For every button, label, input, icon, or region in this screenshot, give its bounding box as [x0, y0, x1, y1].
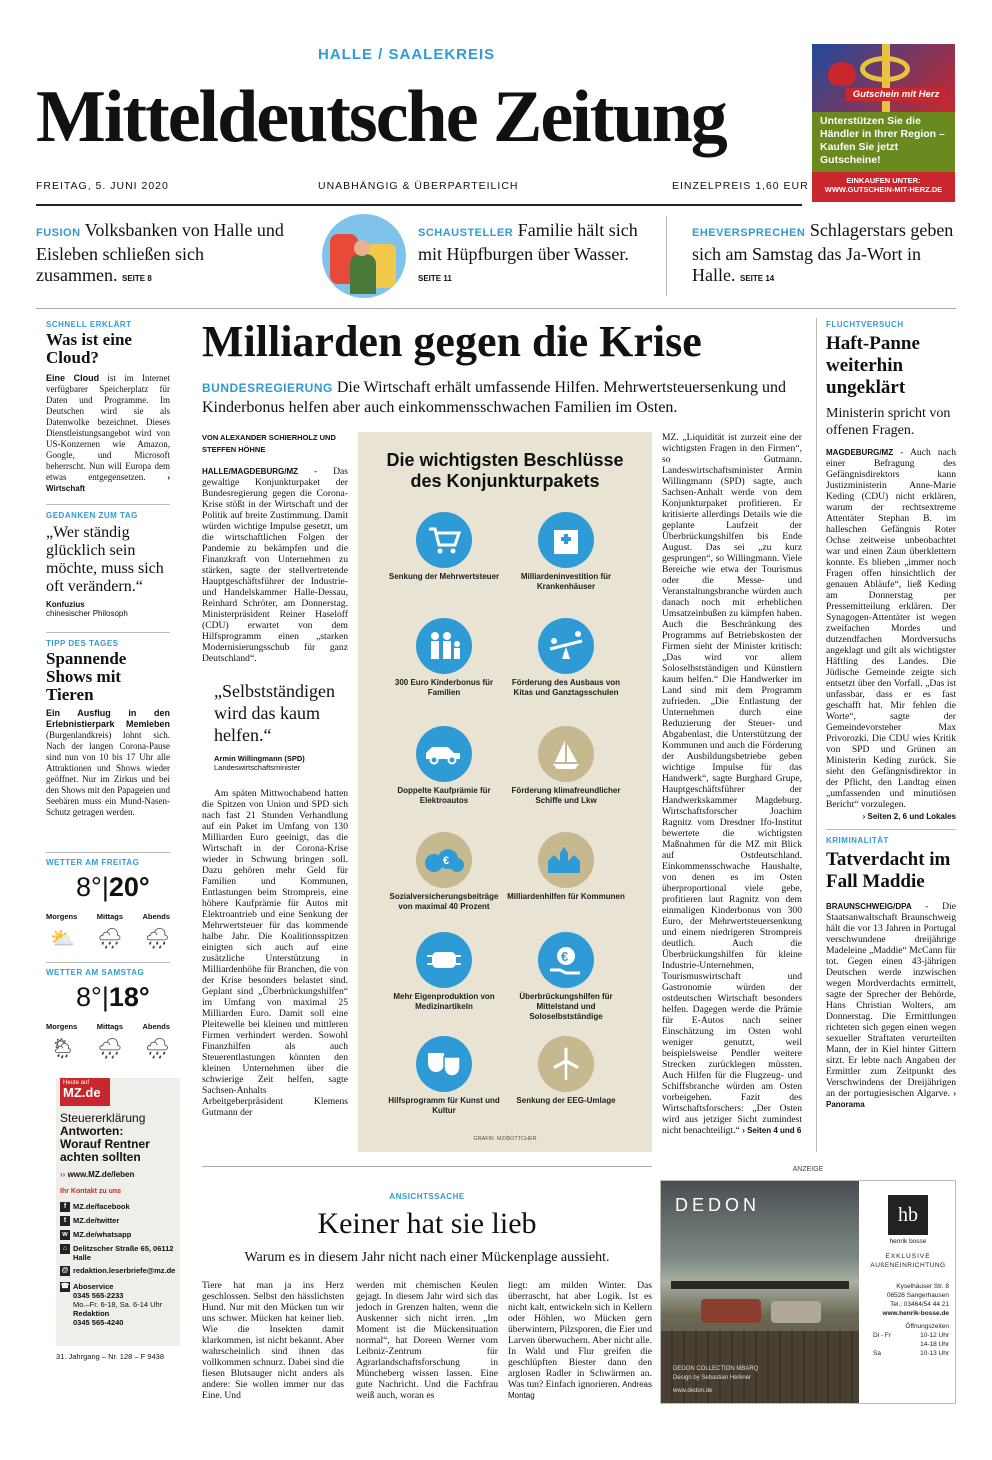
- teaser-photo: [322, 214, 406, 298]
- twitter-link[interactable]: t MZ.de/twitter: [60, 1216, 178, 1226]
- info-item: Hilfsprogramm für Kunst und Kultur: [384, 1036, 504, 1116]
- weather-fri-temps: 8°|20°: [76, 872, 150, 902]
- hours-time: 10-12 Uhr: [920, 1332, 949, 1339]
- family-icon: [416, 618, 472, 674]
- contact-title-2: Antworten:: [60, 1124, 124, 1138]
- phone-icon: ☎: [60, 1283, 70, 1290]
- story1-ref[interactable]: › Seiten 2, 6 und Lokales: [862, 812, 956, 821]
- money-bags-icon: [416, 832, 472, 888]
- story1-title: Haft-Panne weiterhin ungeklärt: [826, 333, 920, 398]
- ad-caption-1: DEDON COLLECTION MBARQ: [673, 1366, 759, 1372]
- teaser-page: SEITE 11: [418, 274, 452, 283]
- main-ref[interactable]: › Seiten 4 und 6: [742, 1126, 802, 1135]
- info-item: Doppelte Kaufprämie für Elektroautos: [384, 726, 504, 806]
- partner-name: henrik bosse: [889, 1238, 927, 1245]
- whatsapp-icon: w: [60, 1230, 70, 1240]
- tip-title: Spannende Shows mit Tieren: [46, 649, 127, 704]
- info-item: Milliardeninvestition für Krankenhäuser: [506, 512, 626, 592]
- abo-hours: Mo.–Fr. 6-18, Sa. 6-14 Uhr: [73, 1300, 163, 1309]
- rain-cloud-icon: 🌧: [97, 1038, 123, 1060]
- facebook-link[interactable]: f MZ.de/facebook: [60, 1202, 178, 1212]
- twitter-icon: t: [60, 1216, 70, 1226]
- rain-cloud-icon: 🌧: [97, 928, 123, 950]
- story2-dateline: BRAUNSCHWEIG/DPA: [826, 902, 912, 911]
- hours-time: 14-18 Uhr: [920, 1341, 949, 1348]
- motto: UNABHÄNGIG & ÜBERPARTEILICH: [318, 180, 519, 192]
- quote-kicker: GEDANKEN ZUM TAG: [46, 511, 138, 520]
- explainer-body: ist im Internet verfügbarer Speicherplatz für Daten und Programme. Im Deutschen wird sie als Datenwolke bezeichnet. Dieses Dienstleistungsangebot wird von US-Konzernen wie Amazon, Google, und Microsoft beherrscht. Nun will Europa dem etwas entgegensetzen.: [46, 373, 170, 482]
- info-item: € Überbrückungshilfen für Mittelstand und Soloselbstständige: [506, 932, 626, 1022]
- contact-title-1: Steuererklärung: [60, 1111, 146, 1125]
- tip-kicker: TIPP DES TAGES: [46, 639, 119, 648]
- sun-cloud-icon: ⛅: [50, 928, 75, 950]
- mz-badge[interactable]: Heute auf MZ.de: [60, 1078, 110, 1106]
- quote-author: Konfuzius: [46, 600, 85, 609]
- weather-sat-high: 18°: [108, 982, 150, 1012]
- town-icon: [538, 832, 594, 888]
- electric-car-icon: [416, 726, 472, 782]
- contact-title-3: Worauf Rentner achten sollten: [60, 1137, 150, 1164]
- seesaw-icon: [538, 618, 594, 674]
- wind-turbine-icon: [538, 1036, 594, 1092]
- main-headline: Milliarden gegen die Krise: [202, 317, 702, 366]
- explainer-ref[interactable]: › Wirtschaft: [46, 473, 171, 493]
- dedon-ad[interactable]: [660, 1180, 956, 1404]
- single-price: EINZELPREIS 1,60 EUR: [672, 180, 809, 192]
- location-icon: ⌂: [60, 1244, 70, 1254]
- pullquote: „Selbstständigen wird das kaum helfen.“: [214, 681, 335, 745]
- weather-label: Abends: [142, 912, 170, 921]
- pullquote-author: Armin Willingmann (SPD): [214, 754, 305, 763]
- red-phone: 0345 565-4240: [73, 1318, 124, 1327]
- ad-caption-2: Design by Sebastian Herkner: [673, 1375, 752, 1381]
- byline: VON ALEXANDER SCHIERHOLZ UND STEFFEN HÖHNE: [202, 433, 336, 454]
- henrik-bosse-logo: hb: [888, 1195, 928, 1235]
- hours-time: 10-13 Uhr: [920, 1350, 949, 1357]
- daily-quote: „Wer ständig glücklich sein möchte, muss sich oft verändern.“: [46, 524, 164, 595]
- newspaper-title: Mitteldeutsche Zeitung: [36, 76, 726, 158]
- ad-address-1: Kyselhäuser Str. 8: [896, 1283, 949, 1290]
- weather-fri-low: 8°: [76, 872, 102, 902]
- bottom-kicker: ANSICHTSSACHE: [389, 1192, 465, 1201]
- explainer-kicker: SCHNELL ERKLÄRT: [46, 320, 132, 329]
- explainer-title: Was ist eine Cloud?: [46, 330, 132, 367]
- bottom-title: Keiner hat sie lieb: [317, 1207, 537, 1240]
- main-subhead: [202, 378, 802, 418]
- whatsapp-link[interactable]: w MZ.de/whatsapp: [60, 1230, 178, 1240]
- bottom-sub: Warum es in diesem Jahr nicht nach einer Mückenplage aussieht.: [244, 1250, 610, 1265]
- tip-body: (Burgenlandkreis) lohnt sich. Nach der langen Corona-Pause sind nun von 10 bis 17 Uhr alle Attraktionen und Shows wieder geöffnet. Nur im Zirkus und bei den Shows mit den Papageien und Seebären muss ein Mund-Nasen-Schutz getragen werden.: [46, 730, 170, 817]
- contact-link[interactable]: ›› www.MZ.de/leben: [60, 1170, 135, 1179]
- infographic-credit: GRAFIK: MZ/BÖTTCHER: [473, 1136, 537, 1142]
- right-column: [826, 320, 956, 1110]
- story1-body: - Auch nach einer Befragung des Gefängnisdirektors kann Justizministerin Anne-Marie Keding (CDU) nicht erklären, warum der rechtsextreme Attentäter Stephan B. im halleschen Gefängnis Roter Ochse zeitweise unbeobachtet war und einen Zaun überklettern konnte. Es blieben „immer noch Fragen offen hinsichtlich der genauen Abläufe“, ließ Keding am Donnerstag per Pressemitteilung erklären. Der Synagogen-Attentäter ist wegen zweifachen Mordes und dutzendfachen Mordversuchs angeklagt und gilt als wichtigster Häftling des Landes. Die Jüdische Gemeinde zeigte sich entsetzt über den Vorfall. „Das ist unfassbar, dass er es fast geschafft hat. Mir fehlen die Worte“, sagte der Gemeindevorsteher Max Privorozki. Die CDU wies Kritik von SPD und Grünen an Ministerin Keding zurück. Sie sieht den Gefängnisdirektor in der Pflicht, den Landtag einen „umfassenden und minutiösen Bericht“ vorzulegen.: [826, 447, 956, 810]
- weather-fri-kicker: WETTER AM FREITAG: [46, 858, 140, 867]
- voucher-promo[interactable]: [812, 44, 955, 202]
- left-column: [46, 320, 170, 818]
- bottom-col3: [508, 1280, 652, 1401]
- teaser-page: SEITE 14: [739, 274, 775, 283]
- svg-text:€: €: [443, 855, 450, 867]
- bottom-col1: Tiere hat man ja ins Herz geschlossen. Selbst den hässlichsten Hund. Nur mit den Mücken tun wir uns schwer. Mücken hat keiner lieb. Wie die Insekten damit klarkommen, ist nicht bekannt. Aber wahrscheinlich sind ihnen das vollkommen schnurz. Dabei sind die fiesen Blutsauger nicht anders als andere: Sie wollen immer nur das Eine. Und: [202, 1280, 344, 1401]
- infographic: [358, 432, 652, 1152]
- bottom-col2: werden mit chemischen Keulen gejagt. In diesem Jahr wird sich das jedoch in Grenzen halten, wenn die Auskenner sich nicht irren. „Im Moment ist die Mückensituation normal“, hat Doreen Werner vom Leibniz-Zentrum für Agrarlandschaftsforschung in Müncheberg wissen lassen. Eine gute Nachricht. Und die Fachfrau weiß auch, woran es: [356, 1280, 498, 1401]
- ad-label: ANZEIGE: [660, 1166, 956, 1173]
- svg-text:€: €: [561, 949, 569, 964]
- main-col1: [202, 432, 348, 1118]
- story1-kicker: FLUCHTVERSUCH: [826, 320, 904, 329]
- teaser-kicker: EHEVERSPRECHEN: [692, 227, 806, 239]
- teaser-kicker: FUSION: [36, 227, 81, 239]
- mail-icon: @: [61, 1267, 69, 1274]
- teaser-schausteller[interactable]: [418, 220, 640, 289]
- info-item: Förderung klimafreundlicher Schiffe und Lkw: [506, 726, 626, 806]
- story2-title: Tatverdacht im Fall Maddie: [826, 849, 951, 892]
- mask-icon: [416, 932, 472, 988]
- main-text-1: - Das gewaltige Konjunkturpaket der Bundesregierung gegen die Corona-Krise stößt in der Wirtschaft und der Politik auf breite Zustimmung. Damit würden wichtige Impulse gesetzt, um die wirtschaftlichen Folgen der Pandemie zu bekämpfen und die Finanzkraft von Unternehmen zu stärken, sagte der stellvertretende Hauptgeschäftsführer der Industrie- und Handelskammer Halle-Dessau, Reinhard Schröter, am Donnerstag. Ministerpräsident Reiner Haseloff (CDU) erwartet von dem Hilfsprogramm einen „starken Modernisierungsschub für ganz Deutschland“.: [202, 466, 348, 664]
- teaser-text: Familie hält sich mit Hüpfburgen über Wasser.: [418, 220, 638, 264]
- bottom-text-3: liegt: am milden Winter. Das überrascht, hat aber Logik. Ist es nicht kalt, entwickeln sich in Kellern oder Höhlen, wo Mücken gern überwintern, Pilzsporen, die Eier und Larven überwuchern. Aber nicht alle. In Wald und Flur greifen die geschlüpften Biester dann den arglosen Radler in Schwärmen an. Was tun? Einfach ignorieren.: [508, 1280, 652, 1390]
- weather-label: Mittags: [96, 1022, 123, 1031]
- teaser-kicker: SCHAUSTELLER: [418, 227, 514, 239]
- promo-ribbon: Gutschein mit Herz: [846, 88, 946, 101]
- ad-brand: DEDON: [675, 1195, 761, 1215]
- ad-address-2: 06526 Sangerhausen: [886, 1292, 949, 1299]
- story1-dateline: MAGDEBURG/MZ: [826, 448, 894, 457]
- teaser-text: Volksbanken von Halle und Eisleben schließen sich zusammen.: [36, 220, 284, 285]
- red-label: Redaktion: [73, 1309, 110, 1318]
- promo-url[interactable]: WWW.GUTSCHEIN-MIT-HERZ.DE: [824, 185, 943, 194]
- weather-label: Morgens: [46, 912, 78, 921]
- cart-icon: [416, 512, 472, 568]
- info-item: Senkung der Mehrwertsteuer: [384, 512, 504, 582]
- ad-exclusive-2: AUßENEINRICHTUNG: [870, 1262, 946, 1269]
- story1-sub: Ministerin spricht von offenen Fragen.: [826, 406, 951, 438]
- ad-hours-head: Öffnungszeiten: [905, 1323, 949, 1330]
- rain-cloud-icon: 🌧: [144, 928, 170, 950]
- tip-lead: Ein Ausflug in den Erlebnistierpark Memleben: [46, 708, 170, 729]
- hospital-icon: [538, 512, 594, 568]
- info-item: 300 Euro Kinderbonus für Familien: [384, 618, 504, 698]
- weather-label: Mittags: [96, 912, 123, 921]
- main-text-3: MZ. „Liquidität ist zurzeit eine der wichtigsten Fragen in den Firmen“, so Gutmann. Landeswirtschaftsminister Armin Willingmann (SPD) sagte, auch Sachsen-Anhalt werde von dem Konjunkturpaket profitieren. Er kritisierte allerdings Details wie die geplante Laufzeit der Überbrückungshilfen bis Ende August. Das sei „zu kurz gesprungen“, so Willingmann. Viele Bereiche wie etwa der Tourismus oder die Messe- und Veranstaltungsbranche würden auch danach noch mit erheblichen Umsatzeinbußen zu kämpfen haben. Auch die Beschränkung des Programms auf Betriebskosten der Firmen sieht der Minister kritisch: „Das wird vor allem Soloselbstständigen und Künstlern kaum helfen.“ Die Handwerker im Land sind mit dem Programm zufrieden. „Die Entlastung der Unternehmen durch eine Reduzierung der Steuer- und Abgabenlast, die Unterstützung der Kommunen und auch die Förderung der Ausbildungsbetriebe geben wichtige Impulse für das Handwerk“, sagte Burghard Grupe, Hauptgeschäftsführer der Handwerkskammer Magdeburg. Wirtschaftsforscher Joachim Ragnitz vom Dresdner Ifo-Institut bewertete die wichtigsten Maßnahmen für die MZ mit Blick auf Ostdeutschland. Einkommensschwache Haushalte, von denen es im Osten überproportional viele gebe, profitieren laut Ragnitz von dem einmaligen Kinderbonus von 300 Euro, der Mehrwertsteuersenkung und einem niedrigeren Strompreis deutlich. Auch die Überbrückungshilfen für kleine Industrie-Unternehmen, Tourismuswirtschaft und Gastronomie würden der ostdeutschen Wirtschaft besonders helfen. Dagegen werde die Prämie für E-Autos nach seiner Einschätzung im Osten wohl weniger genutzt, weil beispielsweise Pendler weitere Strecken zurücklegen müssten. Auch Hilfen für die Flugzeug- und Schiffsbranche würden am Osten vorbeigehen. Fazit des Wirtschaftsforschers: „Der Osten wird aus jetziger Sicht zumindest nicht benachteiligt.“: [662, 432, 802, 1136]
- main-subtext: Die Wirtschaft erhält umfassende Hilfen. Mehrwertsteuersenkung und Kinderbonus helfen aber auch einkommensschwachen Familien im Osten.: [202, 379, 786, 416]
- issue-date: FREITAG, 5. JUNI 2020: [36, 180, 169, 192]
- bottom-author: Andreas Montag: [508, 1380, 652, 1400]
- rain-cloud-icon: 🌧: [144, 1038, 170, 1060]
- mz-contact-box: [56, 1078, 180, 1346]
- euro-hand-icon: [538, 932, 594, 988]
- teaser-page: SEITE 8: [121, 274, 152, 283]
- sailboat-icon: [538, 726, 594, 782]
- contacts-head: Ihr Kontakt zu uns: [60, 1188, 122, 1195]
- abo-label: Aboservice: [73, 1282, 114, 1291]
- abo-phone: 0345 565-2233: [73, 1291, 124, 1300]
- weather-sat-kicker: WETTER AM SAMSTAG: [46, 968, 145, 977]
- main-subkicker: BUNDESREGIERUNG: [202, 381, 333, 395]
- facebook-icon: f: [60, 1202, 70, 1212]
- weather-label: Abends: [142, 1022, 170, 1031]
- ad-photo: [661, 1181, 859, 1404]
- info-item: Mehr Eigenproduktion von Medizinartikeln: [384, 932, 504, 1012]
- info-item: Förderung des Ausbaus von Kitas und Ganztagsschulen: [506, 618, 626, 698]
- weather-sat-low: 8°: [76, 982, 102, 1012]
- teaser-fusion[interactable]: [36, 220, 286, 289]
- promo-text: Unterstützen Sie die Händler in Ihrer Region – Kaufen Sie jetzt Gutscheine!: [820, 115, 945, 166]
- theater-masks-icon: [416, 1036, 472, 1092]
- ad-web[interactable]: www.henrik-bosse.de: [882, 1310, 949, 1317]
- weather-fri-high: 20°: [108, 872, 150, 902]
- story2-body: - Die Staatsanwaltschaft Braunschweig hält die vor 13 Jahren in Portugal verschwundene dreijährige Madeleine „Maddie“ McCann für tot. Gegen einen 43-jährigen Deutschen werde inzwischen wegen Mordverdachts ermittelt, sagte der Sprecher der Behörde, Hans Christian Wolters, am Donnerstag. Die Ermittlungen richteten sich gegen einen wegen sexueller Straftaten verurteilten Mann, der in Kiel hinter Gittern sitzt. Er lebte nach Angaben der Ermittler zum Zeitpunkt des Verschwindens der Dreijährigen an der portugiesischen Algarve.: [826, 901, 956, 1099]
- main-text-2: Am späten Mittwochabend hatten die Spitzen von Union und SPD sich nach fast 21 Stunden Verhandlung auf ein Paket im Umfang von 130 Milliarden Euro geeinigt, das die Wirtschaft in der Corona-Krise wieder in Schwung bringen soll. Dazu gehören mehr Geld für Familien und Kommunen, Entlastungen beim Strompreis, eine höhere Kaufprämie für Autos mit Elektroantrieb und eine Senkung der Mehrwertsteuer für das kommende halbe Jahr. Die Koalitionsspitzen einigten sich auch auf eine zusätzliche Unterstützung in Milliardenhöhe für Branchen, die von der Krise besonders belastet sind. Geplant sind „Überbrückungshilfen“ im Umfang von maximal 25 Milliarden Euro. Damit soll eine Pleitewelle bei kleinen und mittleren Firmen verhindert werden. Sowohl Finanzhilfen als auch Steuerentlastungen könnten den kleinen Unternehmen über die schwierige Zeit helfen, sagte Sachsen-Anhalts Arbeitgeberpräsident Klemens Gutmann der: [202, 788, 348, 1118]
- address: ⌂ Delitzscher Straße 65, 06112 Halle: [60, 1244, 178, 1262]
- info-item: Milliardenhilfen für Kommunen: [506, 832, 626, 902]
- main-col3: [662, 432, 802, 1136]
- email-link[interactable]: @ redaktion.leserbriefe@mz.de: [61, 1266, 176, 1275]
- weather-label: Morgens: [46, 1022, 78, 1031]
- weather-sat-temps: 8°|18°: [76, 982, 150, 1012]
- ad-phone: Tel.: 03464/54 44 21: [890, 1301, 949, 1308]
- issue-number: 31. Jahrgang – Nr. 128 – F 9438: [56, 1352, 164, 1361]
- story2-kicker: KRIMINALITÄT: [826, 836, 889, 845]
- sun-rain-icon: 🌦: [50, 1038, 76, 1060]
- promo-cta-label: EINKAUFEN UNTER:: [846, 176, 921, 185]
- pullquote-role: Landeswirtschaftsminister: [214, 763, 301, 772]
- teaser-eheversprechen[interactable]: [692, 220, 954, 289]
- hours-day: Sa: [873, 1350, 881, 1357]
- info-item: € Sozialversicherungsbeiträge von maximal 40 Prozent: [384, 832, 504, 912]
- ad-url[interactable]: www.dedon.de: [673, 1388, 713, 1394]
- gift-image: [812, 44, 955, 112]
- info-item: Senkung der EEG-Umlage: [506, 1036, 626, 1106]
- hours-day: Di - Fr: [873, 1332, 892, 1339]
- region-label: HALLE / SAALEKREIS: [318, 46, 496, 63]
- infographic-title: Die wichtigsten Beschlüsse des Konjunkturpakets: [386, 450, 624, 491]
- teaser-text: Schlagerstars geben sich am Samstag das Ja-Wort in Halle.: [692, 220, 954, 285]
- dateline: HALLE/MAGDEBURG/MZ: [202, 467, 298, 476]
- explainer-lead: Eine Cloud: [46, 373, 100, 383]
- quote-role: chinesischer Philosoph: [46, 609, 128, 618]
- ad-exclusive-1: EXKLUSIVE: [885, 1253, 931, 1260]
- story2-ref[interactable]: › Panorama: [826, 1089, 956, 1109]
